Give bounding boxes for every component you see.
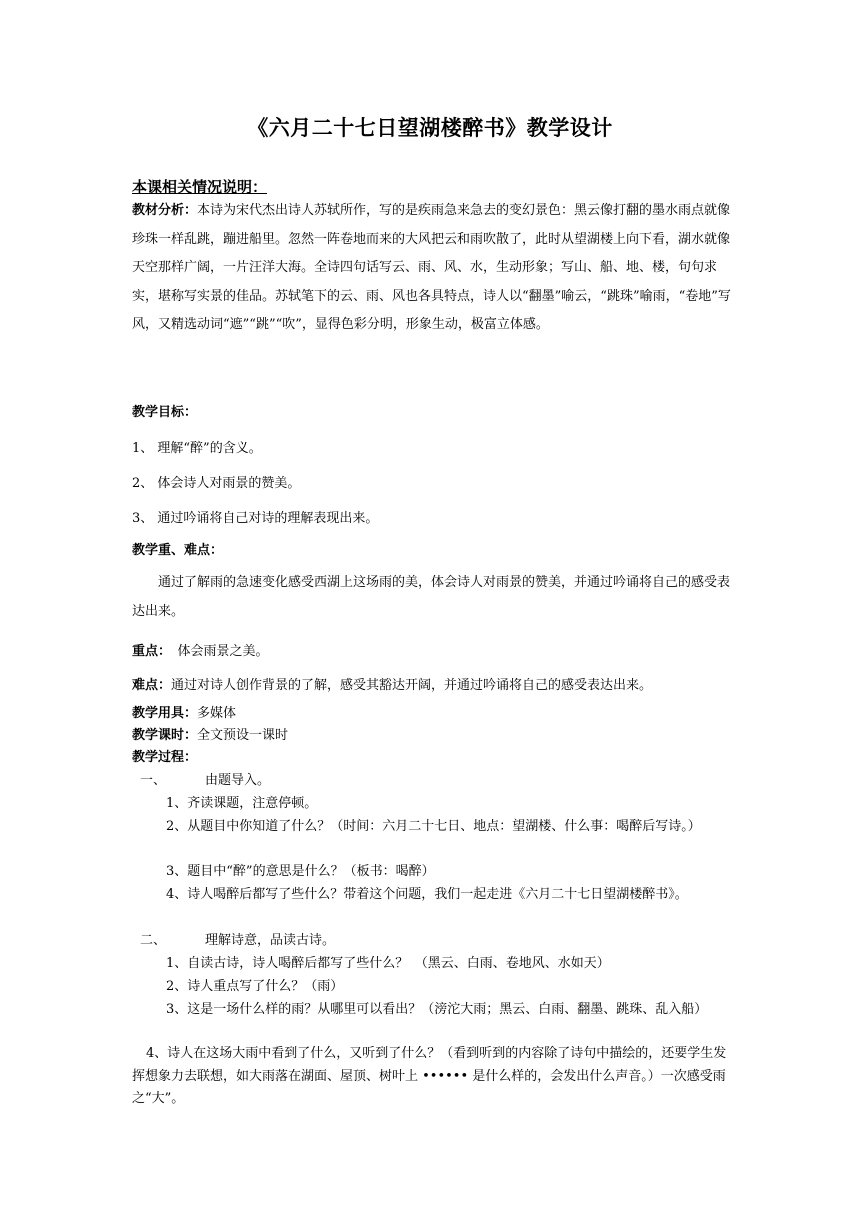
hours-line [132,725,732,747]
part2-step: 4、诗人在这场大雨中看到了什么，又听到了什么？（看到听到的内容除了诗句中描绘的，还要学生发挥想象力去联想，如大雨落在湖面、屋顶、树叶上 •••••• 是什么样的，会发出什么声音。）一次感受雨之“大”。 [132,1046,727,1106]
key-point-text: 体会雨景之美。 [164,644,269,659]
tools-line [132,703,732,725]
tools-label: 教学用具： [132,706,198,721]
key-point-line [132,641,732,663]
difficulty-text: 通过对诗人创作背景的了解，感受其豁达开阔，并通过吟诵将自己的感受表达出来。 [171,678,653,693]
tools-text: 多媒体 [197,706,237,721]
goal-item: 2、 体会诗人对雨景的赞美。 [132,476,301,491]
part1-step: 4、诗人喝醉后都写了些什么？带着这个问题，我们一起走进《六月二十七日望湖楼醉书》。 [166,887,688,902]
part2-step: 2、诗人重点写了什么？（雨） [166,979,344,994]
process-label: 教学过程： [132,750,198,765]
material-analysis-text: 本诗为宋代杰出诗人苏轼所作，写的是疾雨急来急去的变幻景色：黑云像打翻的墨水雨点就像珍珠一样乱跳，蹦进船里。忽然一阵卷地而来的大风把云和雨吹散了，此时从望湖楼上向下看，湖水就像天空那样广阔，一片汪洋大海。全诗四句话写云、雨、风、水，生动形象；写山、船、地、楼，句句求实，堪称写实景的佳品。苏轼笔下的云、雨、风也各具特点，诗人以“翻墨”喻云，“跳珠”喻雨，“卷地”写风，又精选动词“遮”“跳”“吹”，显得色彩分明，形象生动，极富立体感。 [132,203,731,332]
part1-step: 1、齐读课题，注意停顿。 [166,796,318,811]
goals-label: 教学目标： [132,405,198,420]
key-difficult-text: 通过了解雨的急速变化感受西湖上这场雨的美，体会诗人对雨景的赞美，并通过吟诵将自己的感受表达出来。 [132,575,731,619]
material-analysis-label: 教材分析： [132,203,198,218]
goal-item: 1、 理解“醉”的含义。 [132,441,262,456]
part2-number: 二、 [140,933,167,948]
document-title: 《六月二十七日望湖楼醉书》教学设计 [247,116,613,140]
difficulty-label: 难点： [132,678,172,693]
material-analysis-paragraph [132,197,732,340]
part2-title: 理解诗意，品读古诗。 [205,933,336,948]
part1-title: 由题导入。 [205,773,271,788]
part1-step: 2、从题目中你知道了什么？（时间：六月二十七日、地点：望湖楼、什么事：喝醉后写诗。） [166,819,701,834]
part1-number: 一、 [140,773,167,788]
key-point-label: 重点： [132,644,165,659]
hours-text: 全文预设一课时 [197,728,289,743]
goal-item: 3、 通过吟诵将自己对诗的理解表现出来。 [132,511,379,526]
section-heading: 本课相关情况说明： [132,178,268,196]
difficulty-line [132,675,732,697]
key-difficult-label: 教学重、难点： [132,543,224,558]
part1-step: 3、题目中“醉”的意思是什么？（板书：喝醉） [166,864,435,879]
hours-label: 教学课时： [132,728,198,743]
part2-step: 3、这是一场什么样的雨？从哪里可以看出？（滂沱大雨；黑云、白雨、翻墨、跳珠、乱入船） [166,1002,708,1017]
part2-step: 1、自读古诗，诗人喝醉后都写了些什么？ （黑云、白雨、卷地风、水如天） [166,956,610,971]
